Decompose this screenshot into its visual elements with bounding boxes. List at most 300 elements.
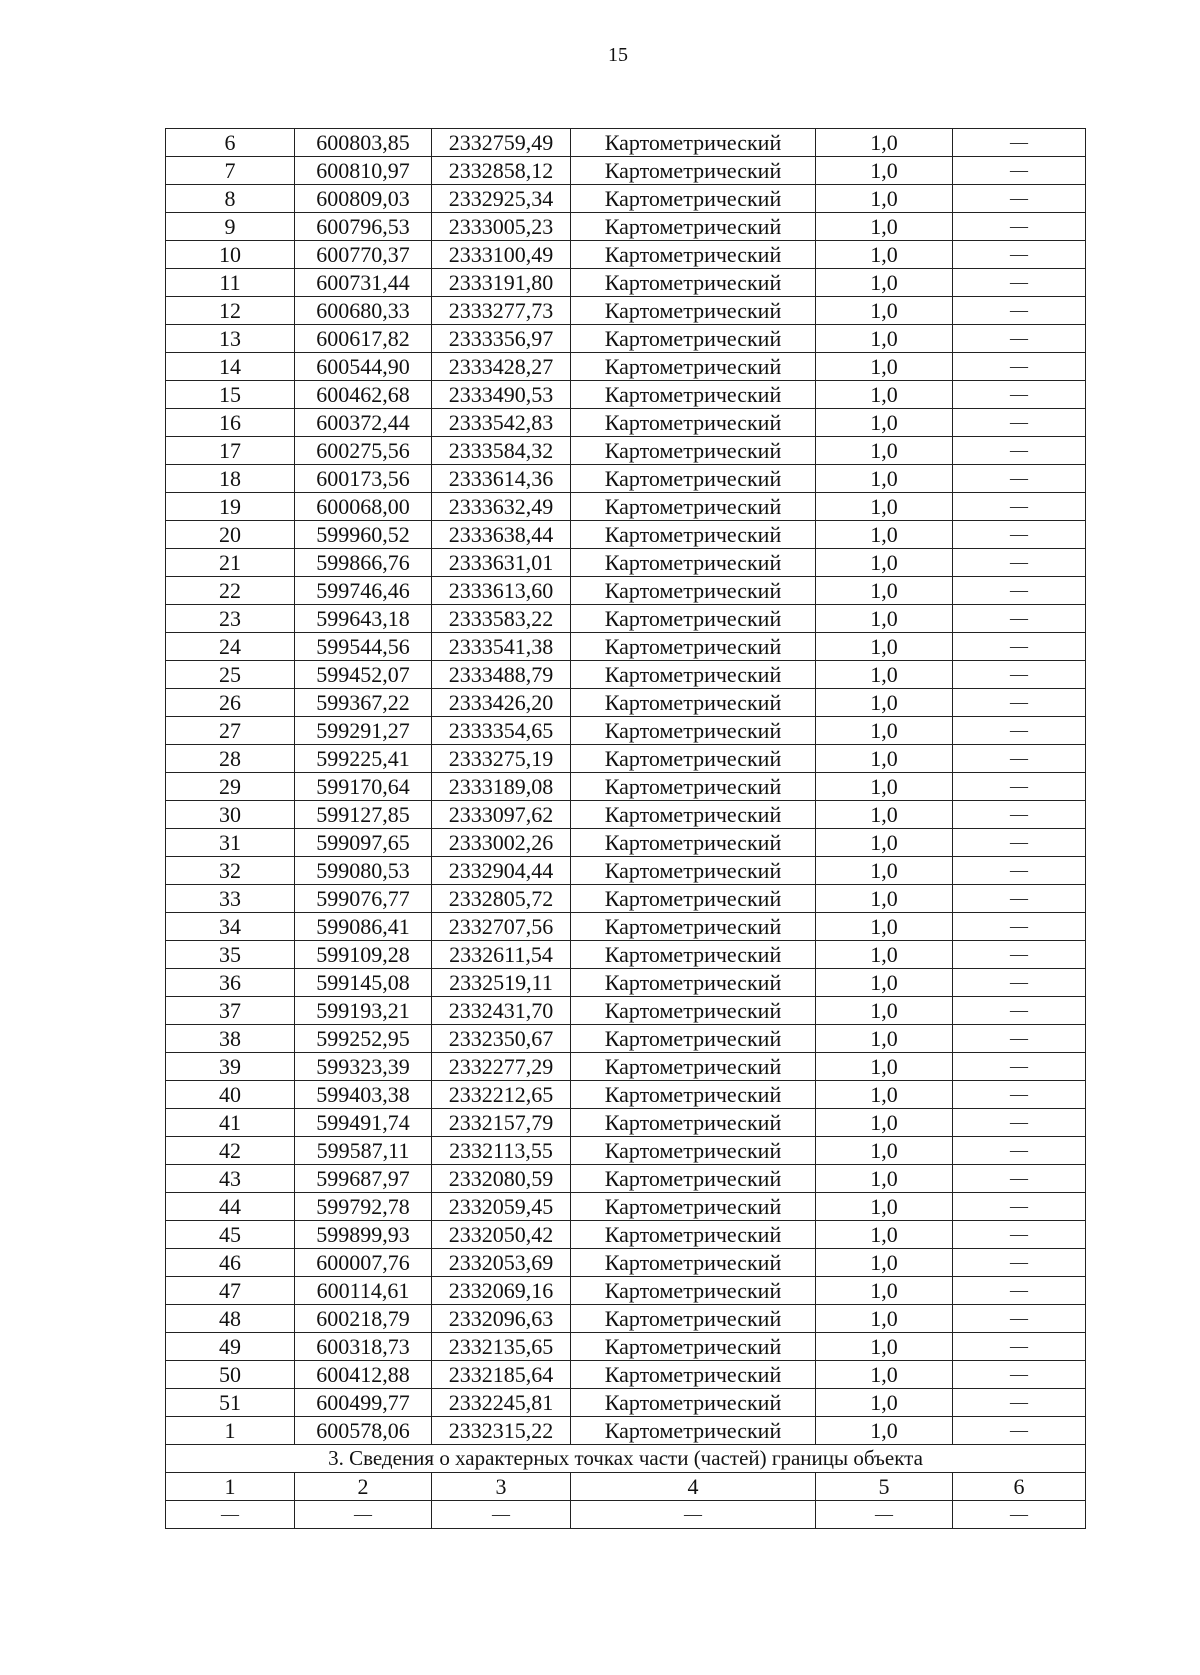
section-3-title: 3. Сведения о характерных точках части (частей) границы объекта <box>166 1445 1086 1473</box>
description-cell: — <box>953 325 1086 353</box>
table-row <box>166 689 1086 717</box>
coord-x-cell: 600462,68 <box>295 381 432 409</box>
accuracy-cell: 1,0 <box>816 1053 953 1081</box>
description-cell: — <box>953 437 1086 465</box>
coord-y-cell: 2333100,49 <box>432 241 571 269</box>
coord-x-cell: 599792,78 <box>295 1193 432 1221</box>
description-cell: — <box>953 913 1086 941</box>
coord-y-cell: 2333356,97 <box>432 325 571 353</box>
description-cell: — <box>953 1025 1086 1053</box>
coord-y-cell: 2332805,72 <box>432 885 571 913</box>
point-number-cell: 34 <box>166 913 295 941</box>
coord-x-cell: 599145,08 <box>295 969 432 997</box>
table-row <box>166 1361 1086 1389</box>
description-cell: — <box>953 1417 1086 1445</box>
coord-x-cell: 600810,97 <box>295 157 432 185</box>
section-3-empty-3: — <box>432 1501 571 1529</box>
coord-x-cell: 599252,95 <box>295 1025 432 1053</box>
accuracy-cell: 1,0 <box>816 1025 953 1053</box>
coord-x-cell: 599403,38 <box>295 1081 432 1109</box>
coord-x-cell: 599643,18 <box>295 605 432 633</box>
table-row <box>166 381 1086 409</box>
description-cell: — <box>953 269 1086 297</box>
description-cell: — <box>953 213 1086 241</box>
coord-x-cell: 599291,27 <box>295 717 432 745</box>
section-3-empty-2: — <box>295 1501 432 1529</box>
accuracy-cell: 1,0 <box>816 213 953 241</box>
coord-y-cell: 2332759,49 <box>432 129 571 157</box>
method-cell: Картометрический <box>571 185 816 213</box>
accuracy-cell: 1,0 <box>816 521 953 549</box>
coord-y-cell: 2333638,44 <box>432 521 571 549</box>
method-cell: Картометрический <box>571 1417 816 1445</box>
coord-y-cell: 2333632,49 <box>432 493 571 521</box>
table-row <box>166 969 1086 997</box>
coord-y-cell: 2332157,79 <box>432 1109 571 1137</box>
coord-x-cell: 599097,65 <box>295 829 432 857</box>
description-cell: — <box>953 857 1086 885</box>
method-cell: Картометрический <box>571 157 816 185</box>
coord-x-cell: 600803,85 <box>295 129 432 157</box>
method-cell: Картометрический <box>571 437 816 465</box>
table-row <box>166 1165 1086 1193</box>
coord-x-cell: 600499,77 <box>295 1389 432 1417</box>
accuracy-cell: 1,0 <box>816 857 953 885</box>
accuracy-cell: 1,0 <box>816 1417 953 1445</box>
accuracy-cell: 1,0 <box>816 661 953 689</box>
description-cell: — <box>953 605 1086 633</box>
accuracy-cell: 1,0 <box>816 1165 953 1193</box>
description-cell: — <box>953 1165 1086 1193</box>
point-number-cell: 20 <box>166 521 295 549</box>
table-row <box>166 577 1086 605</box>
method-cell: Картометрический <box>571 689 816 717</box>
coord-x-cell: 600617,82 <box>295 325 432 353</box>
point-number-cell: 6 <box>166 129 295 157</box>
coord-y-cell: 2333583,22 <box>432 605 571 633</box>
table-row <box>166 353 1086 381</box>
description-cell: — <box>953 409 1086 437</box>
point-number-cell: 37 <box>166 997 295 1025</box>
point-number-cell: 51 <box>166 1389 295 1417</box>
coord-x-cell: 600372,44 <box>295 409 432 437</box>
coord-x-cell: 600544,90 <box>295 353 432 381</box>
point-number-cell: 9 <box>166 213 295 241</box>
coord-x-cell: 600680,33 <box>295 297 432 325</box>
coord-x-cell: 599225,41 <box>295 745 432 773</box>
description-cell: — <box>953 801 1086 829</box>
coord-x-cell: 600412,88 <box>295 1361 432 1389</box>
description-cell: — <box>953 717 1086 745</box>
table-row <box>166 1277 1086 1305</box>
section-3 <box>166 1445 1086 1529</box>
point-number-cell: 31 <box>166 829 295 857</box>
coord-y-cell: 2332059,45 <box>432 1193 571 1221</box>
point-number-cell: 7 <box>166 157 295 185</box>
coord-x-cell: 599323,39 <box>295 1053 432 1081</box>
description-cell: — <box>953 1333 1086 1361</box>
table-row <box>166 1109 1086 1137</box>
accuracy-cell: 1,0 <box>816 689 953 717</box>
point-number-cell: 36 <box>166 969 295 997</box>
point-number-cell: 22 <box>166 577 295 605</box>
method-cell: Картометрический <box>571 1333 816 1361</box>
accuracy-cell: 1,0 <box>816 997 953 1025</box>
description-cell: — <box>953 689 1086 717</box>
accuracy-cell: 1,0 <box>816 745 953 773</box>
coord-y-cell: 2333426,20 <box>432 689 571 717</box>
table-row <box>166 661 1086 689</box>
method-cell: Картометрический <box>571 913 816 941</box>
point-number-cell: 14 <box>166 353 295 381</box>
coord-x-cell: 600068,00 <box>295 493 432 521</box>
coord-x-cell: 600578,06 <box>295 1417 432 1445</box>
accuracy-cell: 1,0 <box>816 885 953 913</box>
coord-x-cell: 599587,11 <box>295 1137 432 1165</box>
description-cell: — <box>953 997 1086 1025</box>
table-row <box>166 1193 1086 1221</box>
method-cell: Картометрический <box>571 297 816 325</box>
coord-x-cell: 600007,76 <box>295 1249 432 1277</box>
method-cell: Картометрический <box>571 633 816 661</box>
coord-x-cell: 600114,61 <box>295 1277 432 1305</box>
method-cell: Картометрический <box>571 549 816 577</box>
coord-y-cell: 2332315,22 <box>432 1417 571 1445</box>
method-cell: Картометрический <box>571 773 816 801</box>
coord-y-cell: 2332519,11 <box>432 969 571 997</box>
method-cell: Картометрический <box>571 1081 816 1109</box>
coord-x-cell: 600173,56 <box>295 465 432 493</box>
point-number-cell: 23 <box>166 605 295 633</box>
accuracy-cell: 1,0 <box>816 1193 953 1221</box>
coord-x-cell: 599170,64 <box>295 773 432 801</box>
method-cell: Картометрический <box>571 1249 816 1277</box>
accuracy-cell: 1,0 <box>816 969 953 997</box>
point-number-cell: 12 <box>166 297 295 325</box>
description-cell: — <box>953 1277 1086 1305</box>
description-cell: — <box>953 1249 1086 1277</box>
table-row <box>166 773 1086 801</box>
description-cell: — <box>953 1221 1086 1249</box>
accuracy-cell: 1,0 <box>816 1361 953 1389</box>
table-row <box>166 269 1086 297</box>
table-row <box>166 633 1086 661</box>
method-cell: Картометрический <box>571 605 816 633</box>
coord-y-cell: 2333541,38 <box>432 633 571 661</box>
coord-y-cell: 2333613,60 <box>432 577 571 605</box>
coord-x-cell: 599866,76 <box>295 549 432 577</box>
boundary-points-table <box>165 128 1086 1529</box>
accuracy-cell: 1,0 <box>816 1081 953 1109</box>
coord-y-cell: 2333005,23 <box>432 213 571 241</box>
accuracy-cell: 1,0 <box>816 129 953 157</box>
accuracy-cell: 1,0 <box>816 1305 953 1333</box>
section-3-title-row <box>166 1445 1086 1473</box>
section-3-empty-row <box>166 1501 1086 1529</box>
coord-y-cell: 2332053,69 <box>432 1249 571 1277</box>
description-cell: — <box>953 549 1086 577</box>
method-cell: Картометрический <box>571 353 816 381</box>
point-number-cell: 8 <box>166 185 295 213</box>
point-number-cell: 13 <box>166 325 295 353</box>
description-cell: — <box>953 381 1086 409</box>
method-cell: Картометрический <box>571 997 816 1025</box>
point-number-cell: 18 <box>166 465 295 493</box>
accuracy-cell: 1,0 <box>816 493 953 521</box>
table-row <box>166 745 1086 773</box>
accuracy-cell: 1,0 <box>816 1333 953 1361</box>
table-row <box>166 857 1086 885</box>
method-cell: Картометрический <box>571 829 816 857</box>
coord-x-cell: 599109,28 <box>295 941 432 969</box>
method-cell: Картометрический <box>571 381 816 409</box>
description-cell: — <box>953 157 1086 185</box>
method-cell: Картометрический <box>571 1109 816 1137</box>
coord-x-cell: 599746,46 <box>295 577 432 605</box>
description-cell: — <box>953 241 1086 269</box>
coord-y-cell: 2333277,73 <box>432 297 571 325</box>
description-cell: — <box>953 661 1086 689</box>
accuracy-cell: 1,0 <box>816 1137 953 1165</box>
section-3-empty-4: — <box>571 1501 816 1529</box>
point-number-cell: 32 <box>166 857 295 885</box>
description-cell: — <box>953 633 1086 661</box>
coord-y-cell: 2332096,63 <box>432 1305 571 1333</box>
table-row <box>166 941 1086 969</box>
coord-y-cell: 2333542,83 <box>432 409 571 437</box>
coord-y-cell: 2333189,08 <box>432 773 571 801</box>
table-row <box>166 1417 1086 1445</box>
point-number-cell: 30 <box>166 801 295 829</box>
method-cell: Картометрический <box>571 465 816 493</box>
page-number: 15 <box>608 44 628 66</box>
table-row <box>166 885 1086 913</box>
method-cell: Картометрический <box>571 129 816 157</box>
description-cell: — <box>953 773 1086 801</box>
coord-y-cell: 2332080,59 <box>432 1165 571 1193</box>
coord-x-cell: 599960,52 <box>295 521 432 549</box>
section-3-empty-1: — <box>166 1501 295 1529</box>
accuracy-cell: 1,0 <box>816 381 953 409</box>
method-cell: Картометрический <box>571 661 816 689</box>
method-cell: Картометрический <box>571 325 816 353</box>
accuracy-cell: 1,0 <box>816 325 953 353</box>
table-row <box>166 325 1086 353</box>
accuracy-cell: 1,0 <box>816 269 953 297</box>
coord-y-cell: 2332431,70 <box>432 997 571 1025</box>
coord-x-cell: 600770,37 <box>295 241 432 269</box>
coord-y-cell: 2333275,19 <box>432 745 571 773</box>
coord-y-cell: 2333490,53 <box>432 381 571 409</box>
section-3-col-3: 3 <box>432 1473 571 1501</box>
point-number-cell: 39 <box>166 1053 295 1081</box>
table-row <box>166 605 1086 633</box>
accuracy-cell: 1,0 <box>816 717 953 745</box>
coord-y-cell: 2333631,01 <box>432 549 571 577</box>
method-cell: Картометрический <box>571 745 816 773</box>
table-row <box>166 1053 1086 1081</box>
coord-x-cell: 599452,07 <box>295 661 432 689</box>
coord-x-cell: 599076,77 <box>295 885 432 913</box>
section-3-empty-5: — <box>816 1501 953 1529</box>
accuracy-cell: 1,0 <box>816 241 953 269</box>
coord-y-cell: 2332135,65 <box>432 1333 571 1361</box>
description-cell: — <box>953 129 1086 157</box>
method-cell: Картометрический <box>571 409 816 437</box>
coord-y-cell: 2332113,55 <box>432 1137 571 1165</box>
coord-y-cell: 2333614,36 <box>432 465 571 493</box>
coord-y-cell: 2333354,65 <box>432 717 571 745</box>
point-number-cell: 15 <box>166 381 295 409</box>
coord-y-cell: 2333002,26 <box>432 829 571 857</box>
point-number-cell: 29 <box>166 773 295 801</box>
coord-x-cell: 599899,93 <box>295 1221 432 1249</box>
coord-x-cell: 600218,79 <box>295 1305 432 1333</box>
description-cell: — <box>953 941 1086 969</box>
coord-x-cell: 600731,44 <box>295 269 432 297</box>
point-number-cell: 26 <box>166 689 295 717</box>
description-cell: — <box>953 1109 1086 1137</box>
point-number-cell: 49 <box>166 1333 295 1361</box>
accuracy-cell: 1,0 <box>816 801 953 829</box>
table-row <box>166 409 1086 437</box>
point-number-cell: 41 <box>166 1109 295 1137</box>
method-cell: Картометрический <box>571 1053 816 1081</box>
method-cell: Картометрический <box>571 1137 816 1165</box>
coord-x-cell: 600809,03 <box>295 185 432 213</box>
table-row <box>166 213 1086 241</box>
section-3-column-numbers <box>166 1473 1086 1501</box>
point-number-cell: 16 <box>166 409 295 437</box>
coord-x-cell: 599544,56 <box>295 633 432 661</box>
description-cell: — <box>953 297 1086 325</box>
method-cell: Картометрический <box>571 1305 816 1333</box>
description-cell: — <box>953 1137 1086 1165</box>
description-cell: — <box>953 521 1086 549</box>
description-cell: — <box>953 1389 1086 1417</box>
coord-x-cell: 599080,53 <box>295 857 432 885</box>
table-row <box>166 1249 1086 1277</box>
section-3-col-1: 1 <box>166 1473 295 1501</box>
table-row <box>166 241 1086 269</box>
accuracy-cell: 1,0 <box>816 1221 953 1249</box>
point-number-cell: 35 <box>166 941 295 969</box>
description-cell: — <box>953 465 1086 493</box>
coord-x-cell: 599193,21 <box>295 997 432 1025</box>
coord-y-cell: 2332245,81 <box>432 1389 571 1417</box>
method-cell: Картометрический <box>571 1277 816 1305</box>
accuracy-cell: 1,0 <box>816 409 953 437</box>
description-cell: — <box>953 829 1086 857</box>
point-number-cell: 27 <box>166 717 295 745</box>
coord-y-cell: 2332904,44 <box>432 857 571 885</box>
table-row <box>166 1081 1086 1109</box>
table-row <box>166 1333 1086 1361</box>
coord-x-cell: 599367,22 <box>295 689 432 717</box>
description-cell: — <box>953 353 1086 381</box>
point-number-cell: 46 <box>166 1249 295 1277</box>
point-number-cell: 21 <box>166 549 295 577</box>
coord-x-cell: 599687,97 <box>295 1165 432 1193</box>
method-cell: Картометрический <box>571 213 816 241</box>
method-cell: Картометрический <box>571 493 816 521</box>
description-cell: — <box>953 1305 1086 1333</box>
point-number-cell: 44 <box>166 1193 295 1221</box>
table-row <box>166 297 1086 325</box>
method-cell: Картометрический <box>571 1389 816 1417</box>
accuracy-cell: 1,0 <box>816 353 953 381</box>
table-row <box>166 1025 1086 1053</box>
boundary-points-body <box>166 129 1086 1445</box>
accuracy-cell: 1,0 <box>816 157 953 185</box>
coord-y-cell: 2332707,56 <box>432 913 571 941</box>
accuracy-cell: 1,0 <box>816 1389 953 1417</box>
point-number-cell: 43 <box>166 1165 295 1193</box>
method-cell: Картометрический <box>571 969 816 997</box>
point-number-cell: 33 <box>166 885 295 913</box>
coord-y-cell: 2332050,42 <box>432 1221 571 1249</box>
coord-x-cell: 600796,53 <box>295 213 432 241</box>
point-number-cell: 25 <box>166 661 295 689</box>
coord-y-cell: 2332611,54 <box>432 941 571 969</box>
table-row <box>166 801 1086 829</box>
description-cell: — <box>953 1081 1086 1109</box>
coord-x-cell: 599491,74 <box>295 1109 432 1137</box>
point-number-cell: 48 <box>166 1305 295 1333</box>
coord-y-cell: 2332069,16 <box>432 1277 571 1305</box>
point-number-cell: 50 <box>166 1361 295 1389</box>
coord-y-cell: 2332185,64 <box>432 1361 571 1389</box>
accuracy-cell: 1,0 <box>816 633 953 661</box>
table-row <box>166 829 1086 857</box>
method-cell: Картометрический <box>571 521 816 549</box>
method-cell: Картометрический <box>571 1025 816 1053</box>
coord-x-cell: 600275,56 <box>295 437 432 465</box>
table-row <box>166 1137 1086 1165</box>
method-cell: Картометрический <box>571 885 816 913</box>
accuracy-cell: 1,0 <box>816 773 953 801</box>
point-number-cell: 38 <box>166 1025 295 1053</box>
table-row <box>166 437 1086 465</box>
coord-y-cell: 2333097,62 <box>432 801 571 829</box>
coord-y-cell: 2333191,80 <box>432 269 571 297</box>
section-3-col-5: 5 <box>816 1473 953 1501</box>
accuracy-cell: 1,0 <box>816 941 953 969</box>
description-cell: — <box>953 1053 1086 1081</box>
point-number-cell: 40 <box>166 1081 295 1109</box>
section-3-col-2: 2 <box>295 1473 432 1501</box>
table-row <box>166 913 1086 941</box>
accuracy-cell: 1,0 <box>816 829 953 857</box>
coord-y-cell: 2333428,27 <box>432 353 571 381</box>
table-row <box>166 997 1086 1025</box>
table-row <box>166 549 1086 577</box>
method-cell: Картометрический <box>571 941 816 969</box>
accuracy-cell: 1,0 <box>816 437 953 465</box>
coord-y-cell: 2333584,32 <box>432 437 571 465</box>
point-number-cell: 42 <box>166 1137 295 1165</box>
method-cell: Картометрический <box>571 1221 816 1249</box>
coord-x-cell: 600318,73 <box>295 1333 432 1361</box>
description-cell: — <box>953 185 1086 213</box>
description-cell: — <box>953 969 1086 997</box>
description-cell: — <box>953 577 1086 605</box>
method-cell: Картометрический <box>571 577 816 605</box>
method-cell: Картометрический <box>571 241 816 269</box>
description-cell: — <box>953 1193 1086 1221</box>
table-row <box>166 521 1086 549</box>
point-number-cell: 11 <box>166 269 295 297</box>
